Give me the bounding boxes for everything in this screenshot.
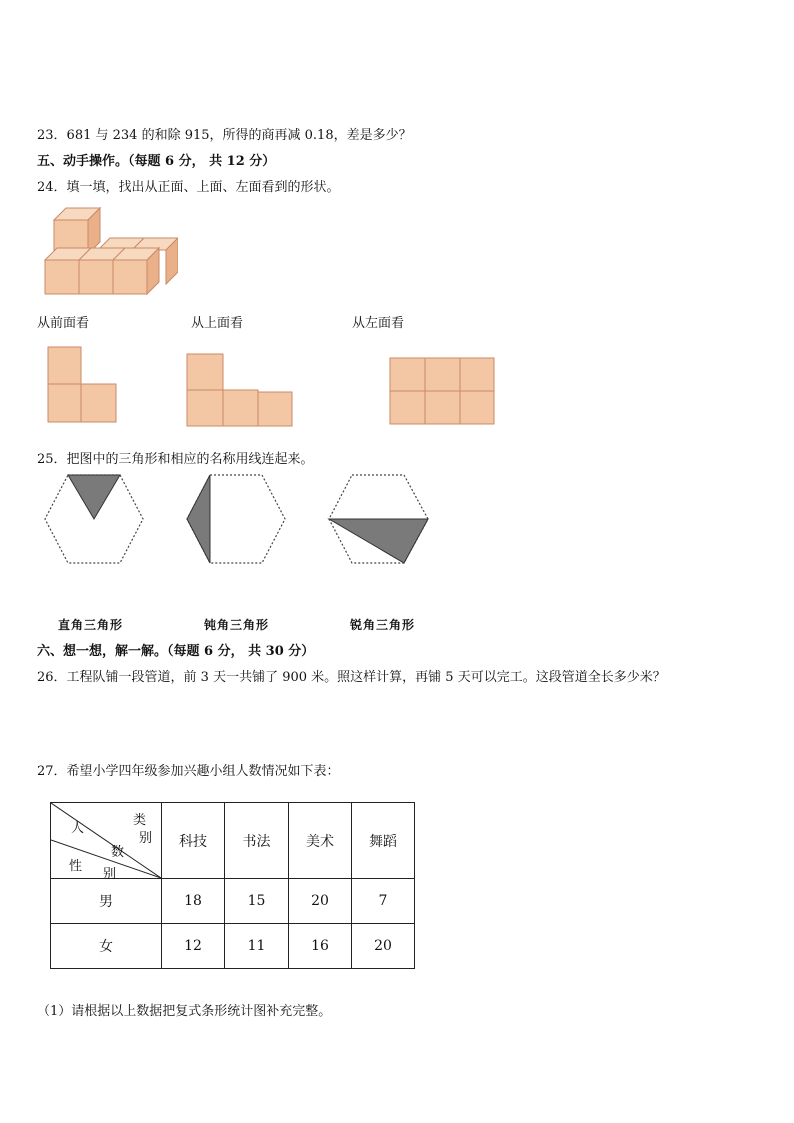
table-cell: 15 [225, 879, 289, 924]
table-row [51, 924, 415, 969]
table-cell: 12 [162, 924, 225, 969]
section-6-heading: 六、想一想，解一解。（每题 6 分， 共 30 分） [37, 644, 315, 659]
table-header-cell: 美术 [289, 803, 352, 879]
left-view-shape [389, 357, 497, 427]
table-cell: 20 [352, 924, 415, 969]
corner-text-ren: 人 [71, 821, 85, 836]
question-24: 24．填一填，找出从正面、上面、左面看到的形状。 [37, 180, 340, 195]
question-27-part-1: （1）请根据以上数据把复式条形统计图补充完整。 [37, 1004, 332, 1019]
question-25: 25．把图中的三角形和相应的名称用线连起来。 [37, 452, 314, 467]
view-label-front: 从前面看 [37, 316, 90, 331]
question-23: 23．681 与 234 的和除 915，所得的商再减 0.18，差是多少？ [37, 128, 412, 143]
cube-solid-figure [38, 200, 178, 300]
hexagon-figure-3 [326, 472, 432, 566]
triangle-name-right: 直角三角形 [58, 618, 124, 632]
table-corner-cell [51, 803, 162, 882]
hexagon-figure-1 [42, 472, 146, 566]
table-row [51, 879, 415, 924]
front-view-shape [47, 346, 119, 426]
table-header-cell: 书法 [225, 803, 289, 879]
interest-group-table [50, 802, 415, 969]
corner-text-shu: 数 [111, 845, 125, 860]
table-cell: 18 [162, 879, 225, 924]
table-header-row [51, 803, 415, 879]
section-5-heading: 五、动手操作。（每题 6 分， 共 12 分） [37, 154, 276, 169]
table-cell: 11 [225, 924, 289, 969]
corner-text-xing: 性 [69, 859, 83, 874]
corner-text-lei: 类 [133, 813, 147, 828]
view-label-left: 从左面看 [352, 316, 405, 331]
triangle-name-acute: 锐角三角形 [350, 618, 416, 632]
table-row-label: 女 [51, 924, 162, 969]
triangle-name-obtuse: 钝角三角形 [204, 618, 270, 632]
table-header-cell: 科技 [162, 803, 225, 879]
corner-text-bie2: 别 [103, 867, 117, 882]
table-header-cell: 舞蹈 [352, 803, 415, 879]
hexagon-figure-2 [184, 472, 288, 566]
corner-text-bie1: 别 [139, 831, 153, 846]
question-26: 26．工程队铺一段管道，前 3 天一共铺了 900 米。照这样计算，再铺 5 天可以完工。这段管道全长多少米？ [37, 670, 666, 685]
view-label-top: 从上面看 [191, 316, 244, 331]
table-cell: 7 [352, 879, 415, 924]
table-cell: 16 [289, 924, 352, 969]
table-row-label: 男 [51, 879, 162, 924]
question-27: 27．希望小学四年级参加兴趣小组人数情况如下表： [37, 764, 340, 779]
table-cell: 20 [289, 879, 352, 924]
top-view-shape [186, 353, 296, 429]
